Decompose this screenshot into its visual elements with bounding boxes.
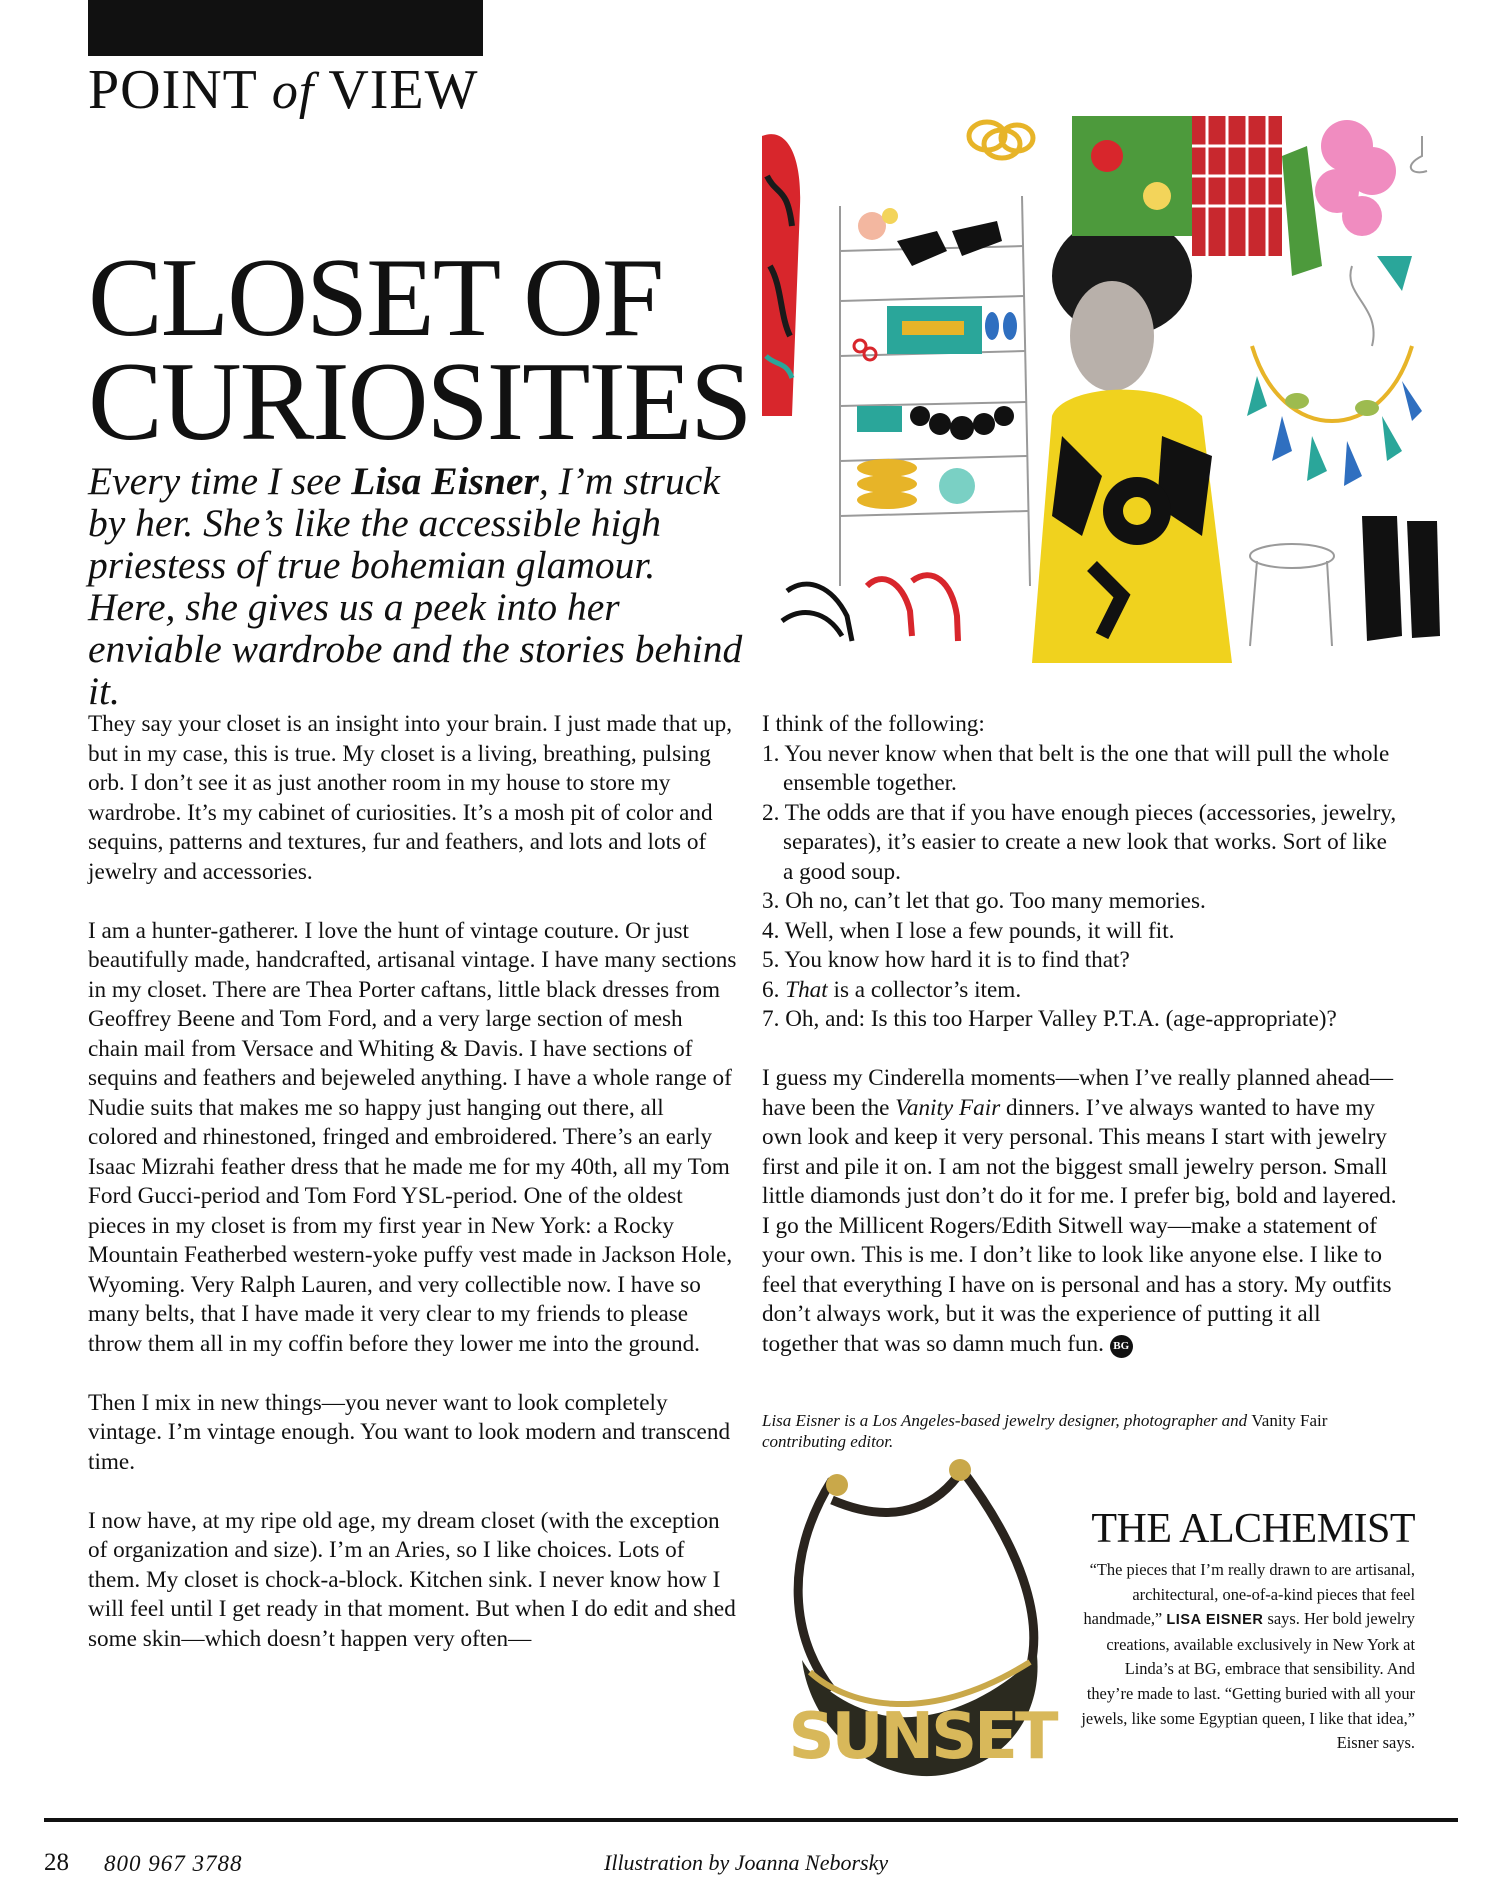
list-item: 4. Well, when I lose a few pounds, it will fit.: [762, 917, 1175, 944]
closet-illustration: [762, 116, 1442, 663]
deck-after: , I’m struck by her. She’s like the accessible high priestess of true bohemian glamour. Here, she gives us a peek into her enviable wardrobe and the stories behind it.: [88, 459, 743, 713]
list-item: 5. You know how hard it is to find that?: [762, 947, 1130, 973]
closing-emphasis: Vanity Fair: [895, 1094, 1001, 1121]
sidebar-name: LISA EISNER: [1166, 1612, 1264, 1629]
black-boots-illustration: [1362, 516, 1440, 641]
necklace-lettering: SUNSET: [788, 1700, 1056, 1774]
section-label-of: of: [271, 63, 315, 120]
brooch-illustration: [858, 212, 886, 240]
contributor-text-a: Lisa Eisner is a Los Angeles-based jewelry designer, photographer and: [762, 1411, 1252, 1430]
list-item: 2. The odds are that if you have enough pieces (accessories, jewelry, separates), it’s easier to create a new look that works. Sort of like a good soup.: [762, 799, 1397, 885]
section-label-post: VIEW: [314, 59, 479, 121]
top-black-bar: [88, 0, 483, 56]
gold-cuffs-illustration: [857, 459, 917, 509]
headline: [88, 236, 751, 465]
list-item: 1. You never know when that belt is the one that will pull the whole ensemble together.: [762, 740, 1390, 796]
sidebar-text-b: says. Her bold jewelry creations, available exclusively in New York at Linda’s at BG, embrace that sensibility. And they’re made to last. “Getting buried with all your jewels, like some Egyptian queen, I like that idea,” Eisner says.: [1081, 1609, 1415, 1753]
article-column-right: [762, 710, 1402, 1389]
woman-portrait-illustration: [1032, 216, 1232, 663]
end-mark-icon: BG: [1110, 1335, 1133, 1358]
statement-necklace-illustration: [1247, 346, 1422, 486]
closing-text-a: I guess my Cinderella moments—when I’ve really planned ahead—have been the: [762, 1065, 1394, 1121]
contributor-text-c: contributing editor.: [762, 1432, 894, 1451]
body-paragraph: Then I mix in new things—you never want to look completely vintage. I’m vintage enough. You want to look modern and transcend time.: [88, 1389, 731, 1475]
body-paragraph: I am a hunter-gatherer. I love the hunt of vintage couture. Or just beautifully made, handcrafted, artisanal vintage. I have many sections in my closet. There are Thea Porter caftans, little black dresses from Geoffrey Beene and Tom Ford, and a very large section of mesh chain mail from Versace and Whiting & Davis. I have sections of sequins and feathers and bejeweled anything. I have a whole range of Nudie suits that makes me so happy just hanging out there, all colored and rhinestoned, fringed and embroidered. There’s an early Isaac Mizrahi feather dress that he made me for my 40th, all my Tom Ford Gucci-period and Tom Ford YSL-period. One of the oldest pieces in my closet is from my first year in New York: a Rocky Mountain Featherbed western-yoke puffy vest made in Jackson Hole, Wyoming. Very Ralph Lauren, and very collectible now. I have so many belts, that I have made it very clear to my friends to please throw them all in my coffin before they lower me into the ground.: [88, 917, 737, 1357]
sidebar-text-a: “The pieces that I’m really drawn to are artisanal, architectural, one-of-a-kind pieces that feel handmade,”: [1083, 1560, 1415, 1629]
deck: [88, 460, 748, 712]
headline-line-2: CURIOSITIES: [88, 340, 751, 465]
list-item-emphasis: That: [785, 976, 828, 1003]
body-paragraph-closing: [762, 1064, 1402, 1359]
red-heels-illustration: [867, 575, 958, 641]
headline-line-1: CLOSET OF: [88, 236, 663, 360]
body-paragraph: I think of the following:: [762, 711, 985, 737]
section-label: [88, 59, 479, 121]
deck-name: Lisa Eisner: [351, 459, 539, 503]
body-paragraph: I now have, at my ripe old age, my dream closet (with the exception of organization and size). I’m an Aries, so I like choices. Lots of them. My closet is chock-a-block. Kitchen sink. I never know how I will feel until I get ready in that moment. But when I do edit and shed some skin—which doesn’t happen very often—: [88, 1507, 736, 1652]
pink-boa-illustration: [1315, 120, 1396, 236]
contributor-magazine: Vanity Fair: [1251, 1411, 1328, 1430]
sidebar-body: [1080, 1558, 1415, 1756]
closing-text-b: dinners. I’ve always wanted to have my own look and keep it very personal. This means I start with jewelry first and pile it on. I am not the biggest small jewelry person. Small little diamonds just don’t do it for me. I prefer big, bold and layered. I go the Millicent Rogers/Edith Sitwell way—make a statement of your own. This is me. I don’t like to look like anyone else. I like to feel that everything I have on is personal and has a story. My outfits don’t always work, but it was the experience of putting it all together that was so damn much fun.: [762, 1094, 1397, 1357]
numbered-list: [762, 740, 1402, 1035]
body-paragraph: They say your closet is an insight into your brain. I just made that up, but in my case, this is true. My closet is a living, breathing, pulsing orb. I don’t see it as just another room in my house to store my wardrobe. It’s my cabinet of curiosities. It’s a mosh pit of color and sequins, patterns and textures, fur and feathers, and lots and lots of jewelry and accessories.: [88, 711, 732, 885]
list-item: [762, 976, 1402, 1006]
black-sandals-illustration: [782, 584, 852, 641]
sunglasses-illustration: [897, 221, 1002, 266]
bangles-illustration: [969, 122, 1033, 158]
list-item: 3. Oh no, can’t let that go. Too many memories.: [762, 888, 1206, 914]
page-number: 28: [44, 1849, 69, 1876]
deck-before: Every time I see: [88, 459, 352, 503]
illustration-credit: Illustration by Joanna Neborsky: [604, 1850, 889, 1875]
article-column-left: [88, 710, 738, 1684]
section-label-pre: POINT: [88, 59, 272, 121]
stool-illustration: [1250, 544, 1334, 646]
list-item-number: 6.: [762, 976, 786, 1003]
sunset-necklace-photo: [772, 1440, 1072, 1800]
list-item: 7. Oh, and: Is this too Harper Valley P.T.A. (age-appropriate)?: [762, 1006, 1337, 1032]
footer-rule: [44, 1818, 1458, 1822]
list-item-rest: is a collector’s item.: [827, 976, 1022, 1003]
phone-number: 800 967 3788: [104, 1851, 243, 1876]
black-necklace-illustration: [910, 406, 1014, 440]
green-fabric-illustration: [1072, 116, 1192, 236]
sidebar-title: THE ALCHEMIST: [1091, 1506, 1415, 1552]
